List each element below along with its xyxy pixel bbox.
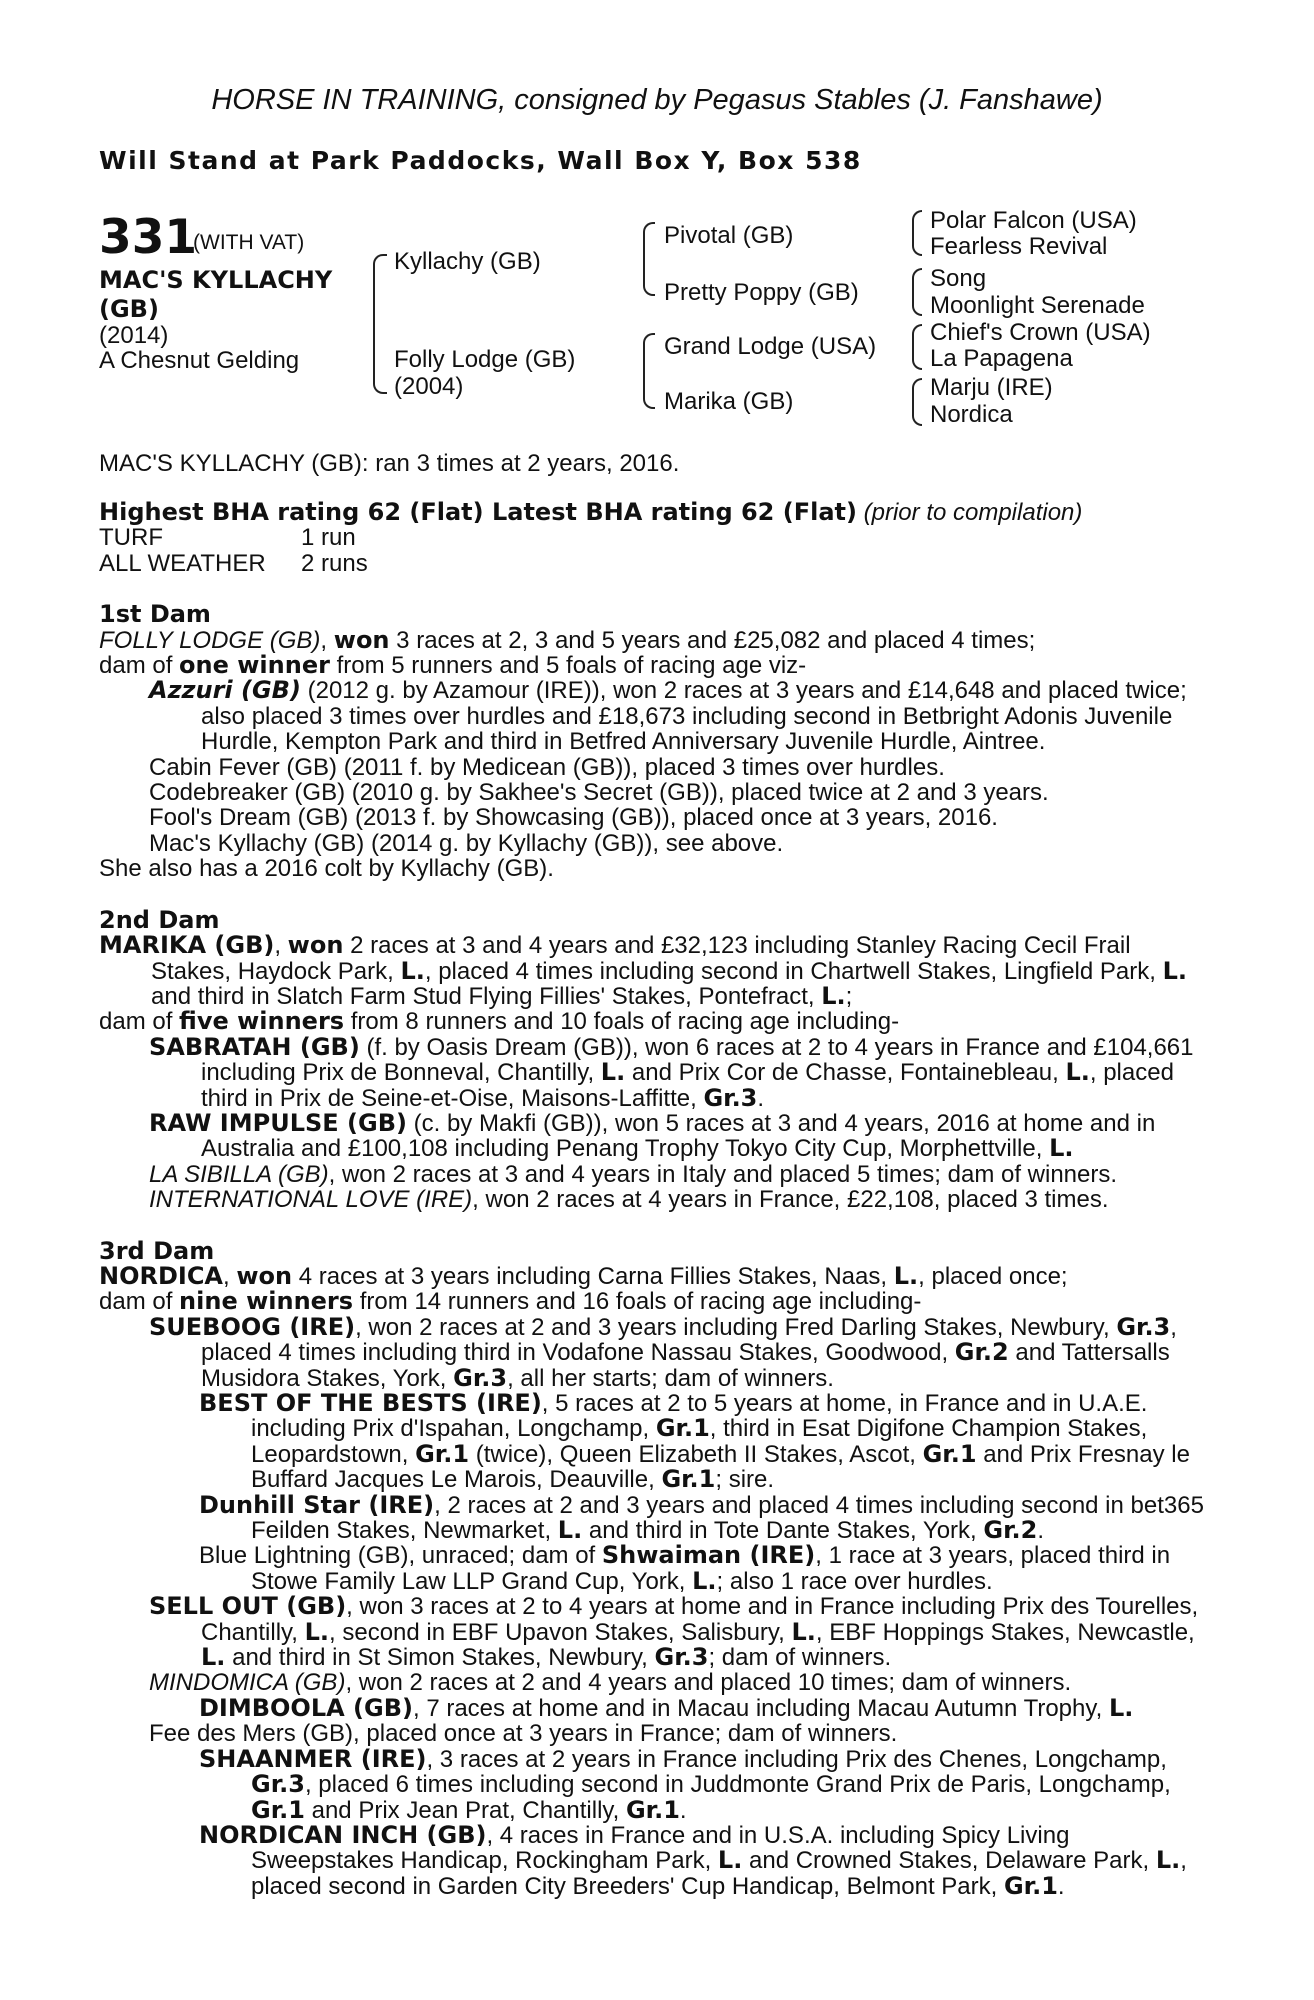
- progeny-entry: SHAANMER (IRE), 3 races at 2 years in France including Prix des Chenes, Longchamp, Gr.3, placed 6 times including second in Juddmonte Grand Prix de Paris, Longchamp, Gr.1 and Prix Jean Prat, Chantilly, Gr.1.: [199, 1744, 1171, 1824]
- first-dam-text: 3 races at 2, 3 and 5 years and £25,082 and placed 4 times;: [389, 626, 1036, 654]
- ancestor-6: La Papagena: [930, 345, 1073, 372]
- pedigree-bracket-dam-parents: [643, 333, 655, 409]
- vat-note: (WITH VAT): [193, 231, 305, 254]
- ancestor-4: Moonlight Serenade: [930, 292, 1145, 319]
- third-dam-produce: dam of nine winners from 14 runners and 16 foals of racing age including-: [99, 1287, 922, 1316]
- all-weather-value: 2 runs: [301, 549, 368, 577]
- third-dam-heading: 3rd Dam: [99, 1236, 215, 1265]
- horse-description: A Chesnut Gelding: [99, 347, 300, 374]
- pedigree-bracket-g3: [912, 324, 922, 370]
- progeny-name: SHAANMER (IRE): [199, 1744, 427, 1773]
- turf-line: [99, 525, 1207, 550]
- progeny-entry: MINDOMICA (GB), won 2 races at 2 and 4 years and placed 10 times; dam of winners.: [149, 1669, 1072, 1697]
- progeny-name: MINDOMICA (GB): [149, 1669, 346, 1697]
- turf-value: 1 run: [301, 524, 356, 552]
- progeny-entry: SUEBOOG (IRE), won 2 races at 2 and 3 years including Fred Darling Stakes, Newbury, Gr.3, placed 4 times including third in Vodafone Nassau Stakes, Goodwood, Gr.2 and Tattersalls Musidora Stakes, York, Gr.3, all her starts; dam of winners.: [149, 1312, 1177, 1392]
- pedigree-bracket-g1: [912, 210, 922, 256]
- catalogue-body: [99, 500, 1207, 1899]
- dam-year: (2004): [394, 373, 464, 400]
- horse-name: MAC'S KYLLACHY (GB): [99, 266, 333, 323]
- progeny-entry: Azzuri (GB) (2012 g. by Azamour (IRE)), won 2 races at 3 years and £14,648 and placed twice; also placed 3 times over hurdles and £18,673 including second in Betbright Adonis Juvenile Hurdle, Kempton Park and third in Betfred Anniversary Juvenile Hurdle, Aintree.: [149, 676, 1187, 756]
- first-dam-produce: dam of one winner from 5 runners and 5 foals of racing age viz-: [99, 651, 807, 680]
- progeny-entry: INTERNATIONAL LOVE (IRE), won 2 races at 4 years in France, £22,108, placed 3 times.: [149, 1186, 1109, 1214]
- progeny-entry: Dunhill Star (IRE), 2 races at 2 and 3 years and placed 4 times including second in bet365 Feilden Stakes, Newmarket, L. and third in Tote Dante Stakes, York, Gr.2.: [199, 1490, 1204, 1545]
- race-summary: MAC'S KYLLACHY (GB): ran 3 times at 2 years, 2016.: [99, 450, 680, 477]
- ancestor-5: Chief's Crown (USA): [930, 319, 1151, 346]
- dam-dam: Marika (GB): [664, 388, 794, 415]
- progeny-name: DIMBOOLA (GB): [199, 1693, 413, 1722]
- progeny-entry: SELL OUT (GB), won 3 races at 2 to 4 years at home and in France including Prix des Tourelles, Chantilly, L., second in EBF Upavon Stakes, Salisbury, L., EBF Hoppings Stakes, Newcastle, L. and third in St Simon Stakes, Newbury, Gr.3; dam of winners.: [149, 1592, 1199, 1672]
- progeny-entry: RAW IMPULSE (GB) (c. by Makfi (GB)), won 5 races at 3 and 4 years, 2016 at home and in Australia and £100,108 including Penang Trophy Tokyo City Cup, Morphettville, L.: [149, 1108, 1156, 1163]
- consignor-heading: HORSE IN TRAINING, consigned by Pegasus Stables (J. Fanshawe): [211, 84, 1103, 116]
- progeny-entry: Codebreaker (GB) (2010 g. by Sakhee's Secret (GB)), placed twice at 2 and 3 years.: [149, 779, 1049, 807]
- progeny-entry: Fee des Mers (GB), placed once at 3 years in France; dam of winners.: [149, 1720, 898, 1748]
- progeny-entry: NORDICAN INCH (GB), 4 races in France and in U.S.A. including Spicy Living Sweepstakes Handicap, Rockingham Park, L. and Crowned Stakes, Delaware Park, L., placed second in Garden City Breeders' Cup Handicap, Belmont Park, Gr.1.: [199, 1820, 1187, 1900]
- progeny-entry: Blue Lightning (GB), unraced; dam of Shwaiman (IRE), 1 race at 3 years, placed third in Stowe Family Law LLP Grand Cup, York, L.; also 1 race over hurdles.: [199, 1541, 1171, 1595]
- pedigree-bracket-g4: [912, 378, 922, 426]
- stand-location: Will Stand at Park Paddocks, Wall Box Y, Box 538: [99, 146, 862, 175]
- first-dam-record: FOLLY LODGE (GB), won 3 races at 2, 3 and 5 years and £25,082 and placed 4 times;: [99, 625, 1036, 654]
- progeny-name: SABRATAH (GB): [149, 1032, 360, 1061]
- progeny-entry: Cabin Fever (GB) (2011 f. by Medicean (GB)), placed 3 times over hurdles.: [149, 753, 945, 781]
- sire: Kyllachy (GB): [394, 248, 541, 275]
- also-note: She also has a 2016 colt by Kyllachy (GB).: [99, 855, 554, 883]
- progeny-entry: BEST OF THE BESTS (IRE), 5 races at 2 to 5 years at home, in France and in U.A.E. including Prix d'Ispahan, Longchamp, Gr.1, third in Esat Digifone Champion Stakes, Leopardstown, Gr.1 (twice), Queen Elizabeth II Stakes, Ascot, Gr.1 and Prix Fresnay le Buffard Jacques Le Marois, Deauville, Gr.1; sire.: [199, 1389, 1190, 1494]
- progeny-entry: SABRATAH (GB) (f. by Oasis Dream (GB)), won 6 races at 2 to 4 years in France and £104,661 including Prix de Bonneval, Chantilly, L. and Prix Cor de Chasse, Fontainebleau, L., placed third in Prix de Seine-et-Oise, Maisons-Laffitte, Gr.3.: [149, 1032, 1194, 1112]
- dam: Folly Lodge (GB): [394, 346, 576, 373]
- second-dam-heading: 2nd Dam: [99, 905, 220, 934]
- progeny-name: Dunhill Star (IRE): [199, 1490, 435, 1519]
- progeny-name: SUEBOOG (IRE): [149, 1312, 356, 1341]
- progeny-entry: Mac's Kyllachy (GB) (2014 g. by Kyllachy (GB)), see above.: [149, 829, 784, 857]
- all-weather-line: [99, 551, 1207, 576]
- progeny-name: Azzuri (GB): [149, 676, 301, 705]
- foaling-year: (2014): [99, 322, 169, 349]
- sire-dam: Pretty Poppy (GB): [664, 279, 859, 306]
- lot-number: 331: [99, 210, 198, 265]
- progeny-entry: Fool's Dream (GB) (2013 f. by Showcasing (GB)), placed once at 3 years, 2016.: [149, 804, 998, 832]
- ratings-bold: Highest BHA rating 62 (Flat) Latest BHA rating 62 (Flat): [99, 498, 857, 526]
- ancestor-8: Nordica: [930, 401, 1013, 428]
- ancestor-2: Fearless Revival: [930, 233, 1108, 260]
- first-dam-heading: 1st Dam: [99, 600, 211, 629]
- pedigree-bracket-g2: [912, 268, 922, 316]
- ratings-note: (prior to compilation): [863, 499, 1083, 526]
- won-label: won: [333, 625, 390, 654]
- dam-sire: Grand Lodge (USA): [664, 333, 877, 360]
- pedigree-bracket-sire-parents: [643, 222, 655, 296]
- second-dam-name: MARIKA (GB): [99, 931, 275, 960]
- progeny-entry: LA SIBILLA (GB), won 2 races at 3 and 4 years in Italy and placed 5 times; dam of winners.: [149, 1160, 1118, 1188]
- progeny-name: RAW IMPULSE (GB): [149, 1108, 407, 1137]
- all-weather-label: ALL WEATHER: [99, 549, 266, 577]
- progeny-name: BEST OF THE BESTS (IRE): [199, 1389, 542, 1417]
- progeny-name: LA SIBILLA (GB): [149, 1160, 329, 1188]
- second-dam-produce: dam of five winners from 8 runners and 10 foals of racing age including-: [99, 1007, 900, 1036]
- first-dam-name: FOLLY LODGE (GB): [99, 626, 321, 654]
- progeny-name: NORDICAN INCH (GB): [199, 1820, 487, 1849]
- ancestor-1: Polar Falcon (USA): [930, 207, 1137, 234]
- turf-label: TURF: [99, 524, 163, 552]
- sire-sire: Pivotal (GB): [664, 222, 794, 249]
- pedigree-bracket-sire-dam: [373, 254, 387, 394]
- ancestor-3: Song: [930, 265, 987, 292]
- progeny-name: SELL OUT (GB): [149, 1592, 347, 1621]
- third-dam-name: NORDICA: [99, 1261, 224, 1290]
- ancestor-7: Marju (IRE): [930, 374, 1053, 401]
- progeny-entry: DIMBOOLA (GB), 7 races at home and in Macau including Macau Autumn Trophy, L.: [199, 1693, 1134, 1722]
- second-dam-record: MARIKA (GB), won 2 races at 3 and 4 years and £32,123 including Stanley Racing Cecil Frail Stakes, Haydock Park, L., placed 4 times including second in Chartwell Stakes, Lingfield Park, L. and third in Slatch Farm Stud Flying Fillies' Stakes, Pontefract, L.;: [99, 931, 1187, 1010]
- progeny-name: INTERNATIONAL LOVE (IRE): [149, 1186, 473, 1214]
- ratings-line: [99, 500, 1207, 525]
- third-dam-record: NORDICA, won 4 races at 3 years including Carna Fillies Stakes, Naas, L., placed once;: [99, 1261, 1068, 1290]
